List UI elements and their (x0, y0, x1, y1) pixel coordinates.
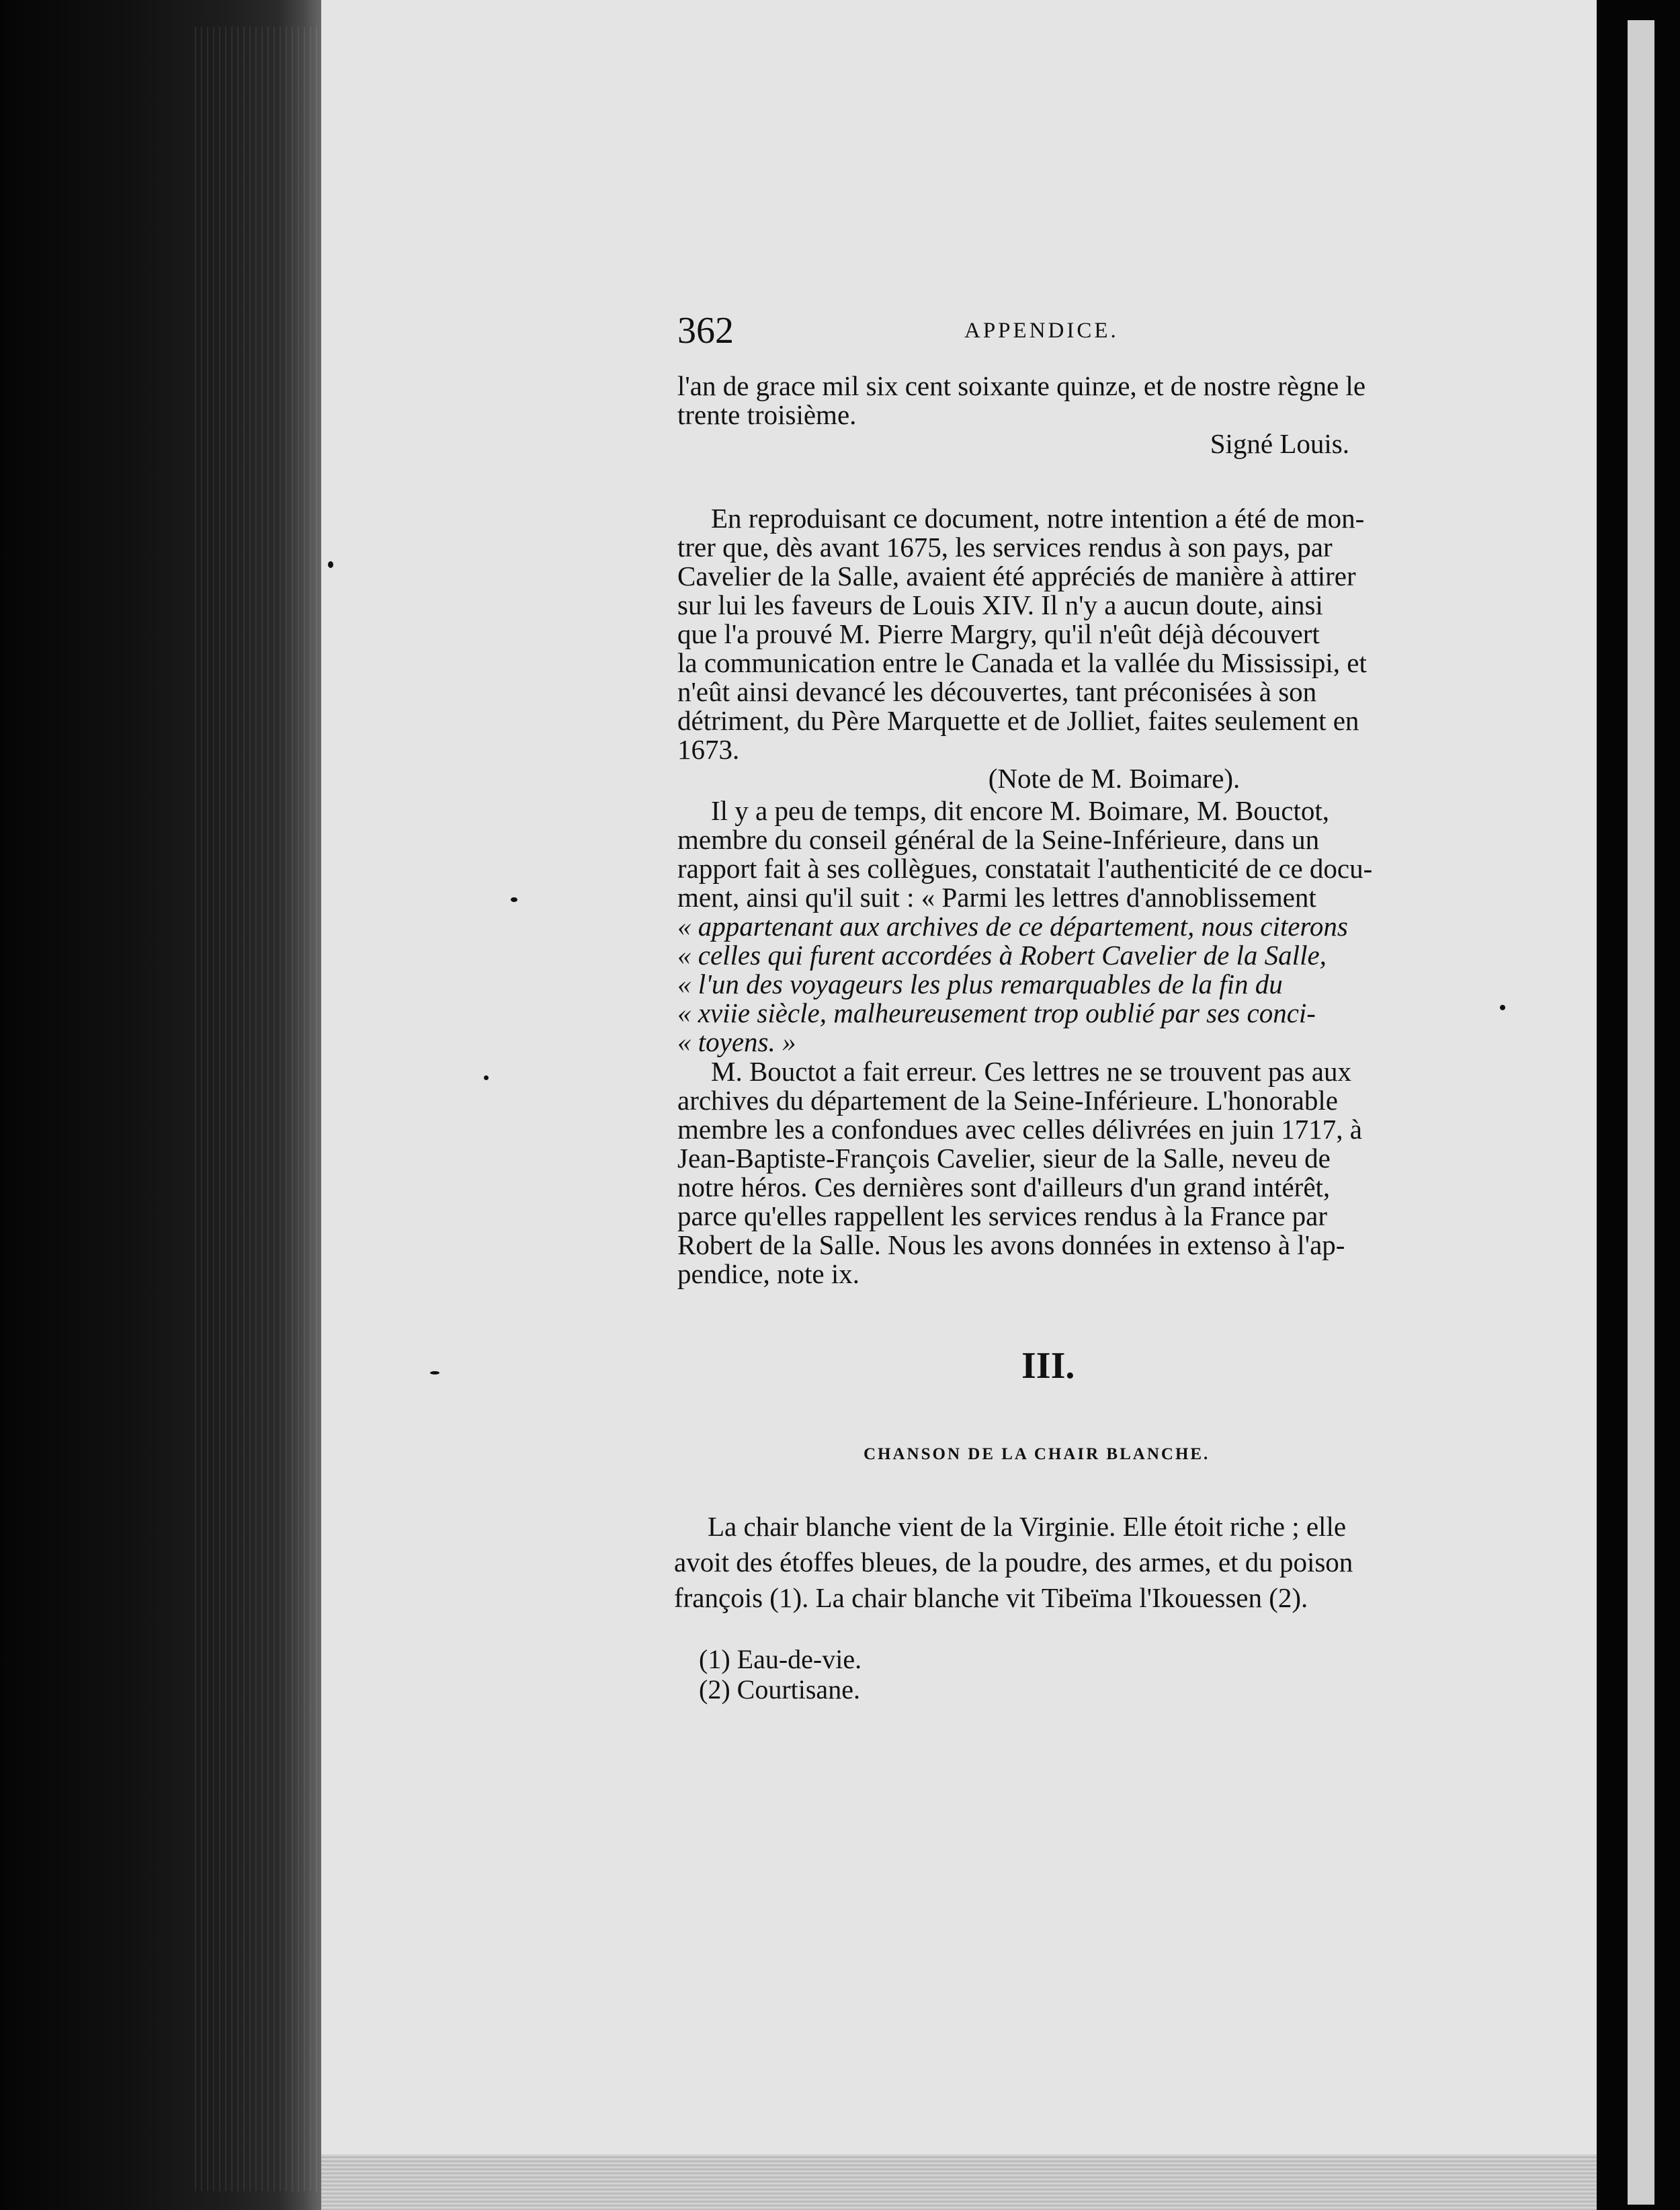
text-line: M. Bouctot a fait erreur. Ces lettres ne se trouvent pas aux (711, 1056, 1351, 1087)
quote-line: « xviie siècle, malheureusement trop oublié par ses conci- (677, 997, 1316, 1028)
page-bottom-edge (321, 2154, 1601, 2210)
paragraph-erreur (677, 1057, 1417, 1288)
text-line: membre les a confondues avec celles délivrées en juin 1717, à (677, 1114, 1362, 1145)
section-title: CHANSON DE LA CHAIR BLANCHE. (864, 1445, 1210, 1463)
signature: Signé Louis. (1210, 428, 1349, 459)
text-line: ment, ainsi qu'il suit : « Parmi les lettres d'annoblissement (677, 882, 1316, 913)
page-edges (195, 27, 323, 2191)
footnote: (1) Eau-de-vie. (699, 1644, 862, 1674)
text-line: membre du conseil général de la Seine-Inférieure, dans un (677, 824, 1320, 855)
page-number: 362 (677, 310, 734, 352)
text-line: l'an de grace mil six cent soixante quinze, et de nostre règne le (677, 370, 1366, 401)
text-line: notre héros. Ces dernières sont d'ailleurs d'un grand intérêt, (677, 1172, 1331, 1202)
paragraph-bouctot (677, 796, 1417, 1057)
text-line: la communication entre le Canada et la vallée du Mississipi, et (677, 647, 1367, 678)
text-line: que l'a prouvé M. Pierre Margry, qu'il n'eût déjà découvert (677, 618, 1320, 649)
text-line: françois (1). La chair blanche vit Tibeïma l'Ikouessen (2). (674, 1582, 1308, 1613)
text-line: rapport fait à ses collègues, constatait l'authenticité de ce docu- (677, 853, 1373, 884)
paragraph-reproduction (677, 504, 1417, 793)
quote-line: « l'un des voyageurs les plus remarquables de la fin du (677, 969, 1283, 999)
text-line: trer que, dès avant 1675, les services rendus à son pays, par (677, 532, 1333, 563)
dust-speck (511, 897, 517, 902)
text-line: En reproduisant ce document, notre intention a été de mon- (711, 503, 1365, 534)
note-attribution: (Note de M. Boimare). (988, 763, 1241, 794)
text-line: Il y a peu de temps, dit encore M. Boimare, M. Bouctot, (711, 795, 1330, 826)
quote-line: « celles qui furent accordées à Robert Cavelier de la Salle, (677, 940, 1327, 971)
text-line: sur lui les faveurs de Louis XIV. Il n'y a aucun doute, ainsi (677, 589, 1323, 620)
quote-line: « appartenant aux archives de ce département, nous citerons (677, 911, 1348, 942)
text-line: La chair blanche vient de la Virginie. Elle étoit riche ; elle (708, 1511, 1347, 1542)
running-title: APPENDICE. (964, 319, 1119, 343)
dust-speck (1500, 1005, 1505, 1010)
dust-speck (430, 1371, 439, 1375)
right-page-edge (1597, 0, 1680, 2210)
closing-lines (677, 372, 1417, 458)
text-line: parce qu'elles rappellent les services rendus à la France par (677, 1200, 1328, 1231)
section-number: III. (1021, 1345, 1075, 1387)
text-line: avoit des étoffes bleues, de la poudre, des armes, et du poison (674, 1547, 1353, 1578)
text-line: n'eût ainsi devancé les découvertes, tant préconisées à son (677, 676, 1317, 707)
quote-line: « toyens. » (677, 1026, 796, 1057)
text-line: trente troisième. (677, 399, 857, 430)
text-line: Robert de la Salle. Nous les avons données in extenso à l'ap- (677, 1229, 1345, 1260)
song-paragraph (674, 1509, 1417, 1616)
text-line: Jean-Baptiste-François Cavelier, sieur de la Salle, neveu de (677, 1143, 1331, 1174)
dust-speck (484, 1075, 489, 1080)
text-line: détriment, du Père Marquette et de Jolliet, faites seulement en (677, 705, 1359, 736)
next-page-strip (1628, 20, 1654, 2205)
dust-speck (328, 561, 333, 568)
text-line: Cavelier de la Salle, avaient été appréciés de manière à attirer (677, 561, 1356, 591)
text-line: archives du département de la Seine-Inférieure. L'honorable (677, 1085, 1338, 1116)
text-line: 1673. (677, 734, 740, 765)
footnote: (2) Courtisane. (699, 1674, 860, 1705)
text-line: pendice, note ix. (677, 1258, 859, 1289)
book-spine (0, 0, 323, 2210)
